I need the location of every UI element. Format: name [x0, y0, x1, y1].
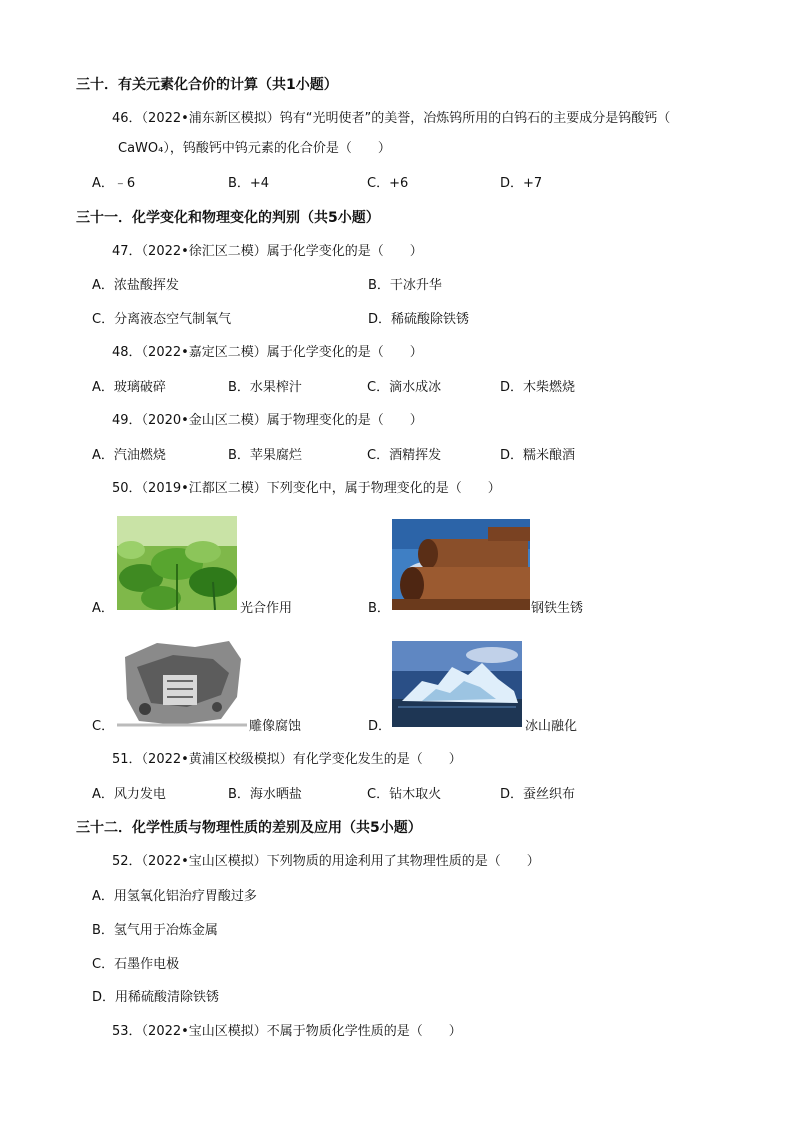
section-title-32: 三十二．化学性质与物理性质的差别及应用（共5小题）	[76, 820, 422, 836]
corroded-statue-photo	[117, 637, 247, 727]
question-48-option-d: D．木柴燃烧	[500, 380, 576, 395]
question-50-stem: 50．（2019•江都区二模）下列变化中，属于物理变化的是（ ）	[112, 481, 501, 496]
question-46-option-c: C．+6	[367, 176, 409, 191]
question-47-stem: 47．（2022•徐汇区二模）属于化学变化的是（ ）	[112, 244, 423, 259]
question-50-option-c-letter: C．	[92, 719, 115, 734]
question-47-option-c: C．分离液态空气制氧气	[92, 312, 232, 327]
question-46-stem-line1: 46．（2022•浦东新区模拟）钨有“光明使者”的美誉，冶炼钨所用的白钨石的主要成分是钨酸钙（	[112, 111, 671, 126]
question-52-option-a: A．用氢氧化铝治疗胃酸过多	[92, 889, 257, 904]
question-52-option-d: D．用稀硫酸清除铁锈	[92, 990, 220, 1005]
rusty-pipes-photo	[392, 519, 530, 610]
section-title-31: 三十一．化学变化和物理变化的判别（共5小题）	[76, 210, 380, 226]
clover-leaves-photo	[117, 516, 237, 610]
question-51-option-b: B．海水晒盐	[228, 787, 302, 802]
iceberg-photo	[392, 641, 522, 727]
question-46-stem-line2: CaWO₄），钨酸钙中钨元素的化合价是（ ）	[118, 141, 391, 156]
question-51-stem: 51．（2022•黄浦区校级模拟）有化学变化发生的是（ ）	[112, 752, 462, 767]
question-48-option-b: B．水果榨汁	[228, 380, 302, 395]
question-50-option-c-label: 雕像腐蚀	[249, 719, 302, 734]
question-50-option-d-letter: D．	[368, 719, 392, 734]
question-47-option-a: A．浓盐酸挥发	[92, 278, 179, 293]
question-49-stem: 49．（2020•金山区二模）属于物理变化的是（ ）	[112, 413, 423, 428]
question-49-option-b: B．苹果腐烂	[228, 448, 302, 463]
question-49-option-a: A．汽油燃烧	[92, 448, 166, 463]
question-49-option-c: C．酒精挥发	[367, 448, 442, 463]
question-48-stem: 48．（2022•嘉定区二模）属于化学变化的是（ ）	[112, 345, 423, 360]
question-52-option-c: C．石墨作电极	[92, 957, 180, 972]
question-51-option-d: D．蚕丝织布	[500, 787, 576, 802]
question-48-option-c: C．滴水成冰	[367, 380, 442, 395]
section-title-30: 三十．有关元素化合价的计算（共1小题）	[76, 77, 338, 93]
question-50-option-a-label: 光合作用	[240, 601, 293, 616]
question-46-option-a: A．﹣6	[92, 176, 136, 191]
question-48-option-a: A．玻璃破碎	[92, 380, 166, 395]
question-52-option-b: B．氢气用于冶炼金属	[92, 923, 218, 938]
question-50-option-b-label: 钢铁生锈	[531, 601, 584, 616]
question-47-option-b: B．干冰升华	[368, 278, 442, 293]
question-50-option-b-letter: B．	[368, 601, 390, 616]
question-50-option-a-letter: A．	[92, 601, 114, 616]
question-50-option-d-label: 冰山融化	[525, 719, 578, 734]
question-46-option-b: B．+4	[228, 176, 270, 191]
question-53-stem: 53．（2022•宝山区模拟）不属于物质化学性质的是（ ）	[112, 1024, 462, 1039]
question-49-option-d: D．糯米酿酒	[500, 448, 576, 463]
question-47-option-d: D．稀硫酸除铁锈	[368, 312, 470, 327]
question-46-option-d: D．+7	[500, 176, 543, 191]
question-51-option-a: A．风力发电	[92, 787, 166, 802]
question-52-stem: 52．（2022•宝山区模拟）下列物质的用途利用了其物理性质的是（ ）	[112, 854, 540, 869]
question-51-option-c: C．钻木取火	[367, 787, 442, 802]
